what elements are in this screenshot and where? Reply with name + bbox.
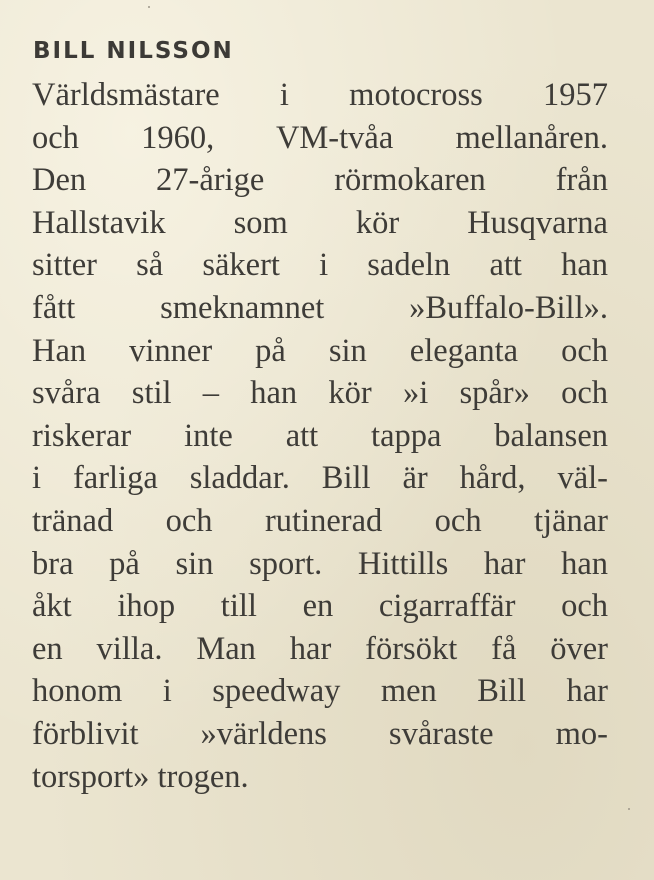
text-line: Hallstavik som kör Husqvarna [32, 204, 608, 241]
text-line: åkt ihop till en cigarraffär och [32, 588, 608, 625]
text-line: Den 27-årige rörmokaren från [32, 162, 608, 199]
print-speck [148, 6, 150, 8]
text-line: förblivit »världens svåraste mo- [32, 715, 608, 752]
text-line: svåra stil – han kör »i spår» och [32, 375, 608, 412]
text-line: sitter så säkert i sadeln att han [32, 247, 608, 284]
text-line: Han vinner på sin eleganta och [32, 332, 608, 369]
text-line: bra på sin sport. Hittills har han [32, 545, 608, 582]
text-line: i farliga sladdar. Bill är hård, väl- [32, 460, 608, 497]
text-line: tränad och rutinerad och tjänar [32, 502, 608, 539]
text-line: Världsmästare i motocross 1957 [32, 77, 608, 113]
text-line: honom i speedway men Bill har [32, 673, 608, 710]
article [32, 34, 608, 798]
text-line: fått smeknamnet »Buffalo-Bill». [32, 289, 608, 326]
article-heading: BILL NILSSON [33, 38, 234, 64]
text-line: riskerar inte att tappa balansen [32, 417, 608, 454]
print-speck [628, 808, 630, 810]
text-line: torsport» trogen. [32, 758, 249, 795]
text-line: och 1960, VM-tvåa mellanåren. [32, 119, 608, 156]
article-body [32, 74, 608, 798]
text-line: en villa. Man har försökt få över [32, 630, 608, 667]
